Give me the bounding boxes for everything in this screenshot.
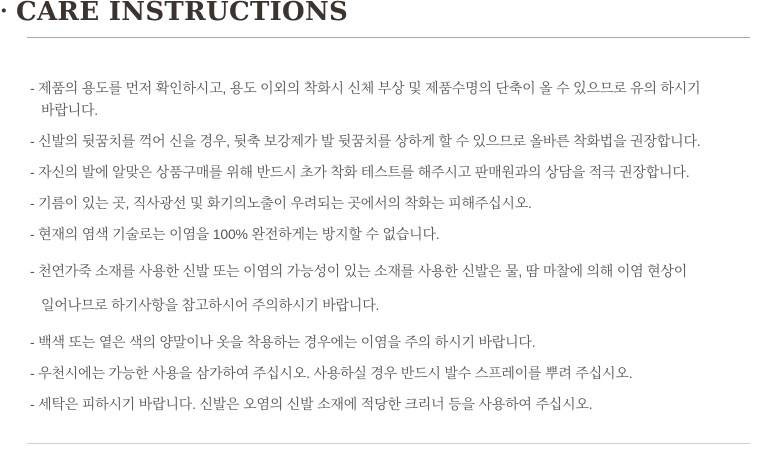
section-title	[0, 0, 780, 27]
care-instruction-item: - 자신의 발에 알맞은 상품구매를 위해 반드시 초가 착화 테스트를 해주시고 판매원과의 상담을 적극 권장합니다.	[30, 164, 690, 180]
top-divider	[27, 37, 750, 38]
care-instruction-item: - 세탁은 피하시기 바랍니다. 신발은 오염의 신발 소재에 적당한 크리너 등을 사용하여 주십시오.	[30, 396, 593, 412]
care-instructions-list	[30, 77, 750, 415]
care-instruction-item: - 기름이 있는 곳, 직사광선 및 화기의노출이 우려되는 곳에서의 착화는 피해주십시오.	[30, 195, 532, 211]
care-instruction-item: - 우천시에는 가능한 사용을 삼가하여 주십시오. 사용하실 경우 반드시 발수 스프레이를 뿌려 주십시오.	[30, 365, 633, 381]
care-instruction-item: - 현재의 염색 기술로는 이염을 100% 완전하게는 방지할 수 없습니다.	[30, 226, 440, 242]
bottom-divider	[27, 443, 750, 444]
care-instruction-item: - 천연가죽 소재를 사용한 신발 또는 이염의 가능성이 있는 소재를 사용한 신발은 물, 땀 마찰에 의해 이염 현상이 일어나므로 하기사항을 참고하시어 주의하시기 바랍니다.	[30, 263, 688, 313]
care-instruction-item: - 제품의 용도를 먼저 확인하시고, 용도 이외의 착화시 신체 부상 및 제품수명의 단축이 올 수 있으므로 유의 하시기 바랍니다.	[30, 80, 701, 118]
care-instruction-item: - 백색 또는 옅은 색의 양말이나 옷을 착용하는 경우에는 이염을 주의 하시기 바랍니다.	[30, 334, 536, 350]
title-bullet-icon: ·	[0, 0, 8, 24]
section-title-text: CARE INSTRUCTIONS	[15, 0, 349, 27]
care-instruction-item: - 신발의 뒷꿈치를 꺽어 신을 경우, 뒷축 보강제가 발 뒷꿈치를 상하게 할 수 있으므로 올바른 착화법을 권장합니다.	[30, 133, 701, 149]
